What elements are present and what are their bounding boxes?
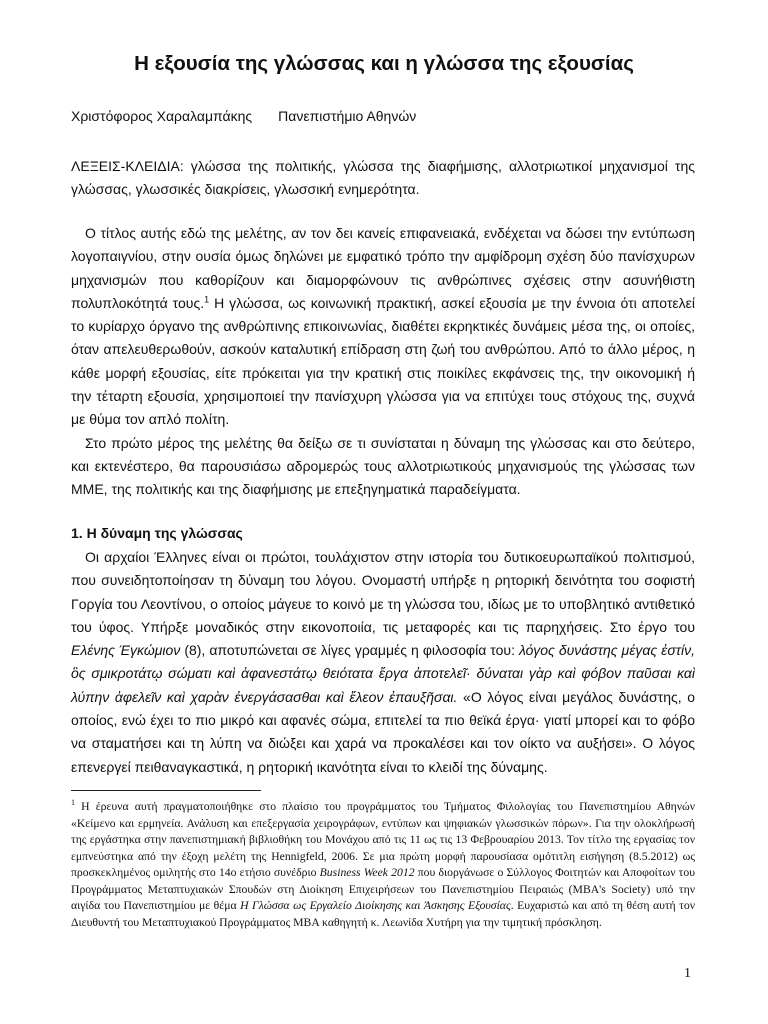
intro-text-a: Ο τίτλος αυτής εδώ της μελέτης, αν τον δει κανείς επιφανειακά, ενδέχεται να δώσει την εντύπωση λογοπαιγνίου, στην ουσία όμως δηλώνει με εμφατικό τρόπο την αμφίδρομη σχέση δύο πανίσχυρων μηχανισμών που καθορίζουν και διαμορφώνουν τις ανθρώπινες σχέσεις στην ασυνήθιστη πολυπλοκότητά τους. xyxy=(71,225,695,311)
document-title: Η εξουσία της γλώσσας και η γλώσσα της εξουσίας xyxy=(134,52,634,75)
author-affiliation: Πανεπιστήμιο Αθηνών xyxy=(278,108,417,124)
intro-paragraph-2: Στο πρώτο μέρος της μελέτης θα δείξω σε τι συνίσταται η δύναμη της γλώσσας και στο δεύτερο, και εκτενέστερο, θα παρουσιάσω αδρομερώς τους αλλοτριωτικούς μηχανισμούς της γλώσσας των ΜΜΕ, της πολιτικής και της διαφήμισης με επεξηγηματικά παραδείγματα. xyxy=(71,434,695,498)
author-name: Χριστόφορος Χαραλαμπάκης xyxy=(71,108,253,124)
footnote-text-c: . Ευχαριστώ και από τη θέση αυτή τον Διευθυντή του Μεταπτυχιακού Προγράμματος MBA καθηγητή κ. Λεωνίδα Χυτήρη για την τιμητική πρόσκληση. xyxy=(71,899,695,929)
footnote-text-b: που διοργάνωσε ο Σύλλογος Φοιτητών και Αποφοίτων του Προγράμματος Μεταπτυχιακών Σπουδών στη Διοίκηση Επιχειρήσεων του Πανεπιστημίου Πειραιώς (MBA's Society) υπό την αιγίδα του Πανεπιστημίου με θέμα xyxy=(71,866,695,912)
intro-text-b: Η γλώσσα, ως κοινωνική πρακτική, ασκεί εξουσία με την έννοια ότι αποτελεί το κυρίαρχο όργανο της ανθρώπινης επικοινωνίας, διαθέτει εκρηκτικές δυνάμεις μέσα της, οι οποίες, όταν απελευθερωθούν, ασκούν καταλυτική επίδραση στη ζωή του ανθρώπου. Από το άλλο μέρος, η κάθε μορφή εξουσίας, είτε πρόκειται για την κρατική στις ποικίλες εκφάνσεις της, την οικονομική ή την τέταρτη εξουσία, χρησιμοποιεί την πανίσχυρη γλώσσα για να επιτύχει τους στόχους της, συχνά με θύμα τον απλό πολίτη. xyxy=(71,294,696,428)
footnote-event: Business Week 2012 xyxy=(319,866,415,879)
intro-paragraph-1 xyxy=(71,222,695,432)
section-1-text-a: Οι αρχαίοι Έλληνες είναι οι πρώτοι, τουλάχιστον στην ιστορία του δυτικοευρωπαϊκού πολιτισμού, που συνειδητοποίησαν τη δύναμη του λόγου. Ονομαστή υπήρξε η ρητορική δεινότητα του σοφιστή Γοργία του Λεοντίνου, ο οποίος μάγευε το κοινό με τη γλώσσα του, ιδίως με το υποβλητικό αντιθετικό του ύφος. Υπήρξε μοναδικός στην εικονοποιία, τις μεταφορές και τις παρηχήσεις. Στο έργο του xyxy=(71,549,695,635)
introduction xyxy=(71,222,695,502)
ancient-greek-quote: λόγος δυνάστης μέγας ἐστίν, ὃς σμικροτάτῳ σώματι καὶ ἀφανεστάτῳ θειότατα ἔργα ἀποτελεῖ· δύναται γὰρ καὶ φόβον παῦσαι καὶ λύπην ἀφελεῖν καὶ χαρὰν ἐνεργάσασθαι καὶ ἔλεον ἐπαυξῆσαι. xyxy=(71,642,695,705)
footnote-number: 1 xyxy=(71,798,75,808)
footnote-separator xyxy=(71,790,261,791)
section-1-text-b: (8), αποτυπώνεται σε λίγες γραμμές η φιλοσοφία του: xyxy=(180,642,519,659)
section-1-paragraph xyxy=(71,546,695,779)
footnote-theme: Η Γλώσσα ως Εργαλείο Διοίκησης και Άσκησης Εξουσίας xyxy=(240,899,511,912)
section-1-heading: 1. Η δύναμη της γλώσσας xyxy=(71,525,243,541)
work-title: Ελένης Έγκώμιον xyxy=(71,642,181,659)
section-1-text-c: «Ο λόγος είναι μεγάλος δυνάστης, ο οποίος, ενώ έχει το πιο μικρό και αφανές σώμα, επιτελεί τα πιο θεϊκά έργα· γιατί μπορεί και το φόβο να σταματήσει και τη λύπη να διώξει και χαρά να προκαλέσει και τον οίκτο να αυξήσει». Ο λόγος επενεργεί πειθαναγκαστικά, η ρητορική ικανότητα είναι το κλειδί της δύναμης. xyxy=(71,688,695,775)
footnote-text-a: Η έρευνα αυτή πραγματοποιήθηκε στο πλαίσιο του προγράμματος του Τμήματος Φιλολογίας του Πανεπιστημίου Αθηνών «Κείμενο και ερμηνεία. Ανάλυση και επεξεργασία χειρογράφων, εντύπων και ψηφιακών γλωσσικών πόρων». Για την ολοκλήρωσή της εργάστηκα στην πανεπιστημιακή βιβλιοθήκη του Μονάχου από τις 11 ως τις 13 Φεβρουαρίου 2013. Τον τίτλο της εργασίας τον εμπνεύστηκα από την έξοχη μελέτη της Hennigfeld, 2006. Σε μια πρώτη μορφή παρουσίασα ομότιτλη εισήγηση (8.5.2012) ως προσκεκλημένος ομιλητής στο 14ο ετήσιο συνέδριο xyxy=(71,800,695,879)
keywords-paragraph: ΛΕΞΕΙΣ-ΚΛΕΙΔΙΑ: γλώσσα της πολιτικής, γλώσσα της διαφήμισης, αλλοτριωτικοί μηχανισμοί της γλώσσας, γλωσσικές διακρίσεις, γλωσσική ενημερότητα. xyxy=(71,158,695,198)
footnote-1 xyxy=(71,799,695,931)
footnote-reference[interactable]: 1 xyxy=(204,294,210,305)
page-number: 1 xyxy=(684,966,691,981)
author-line xyxy=(71,108,416,124)
